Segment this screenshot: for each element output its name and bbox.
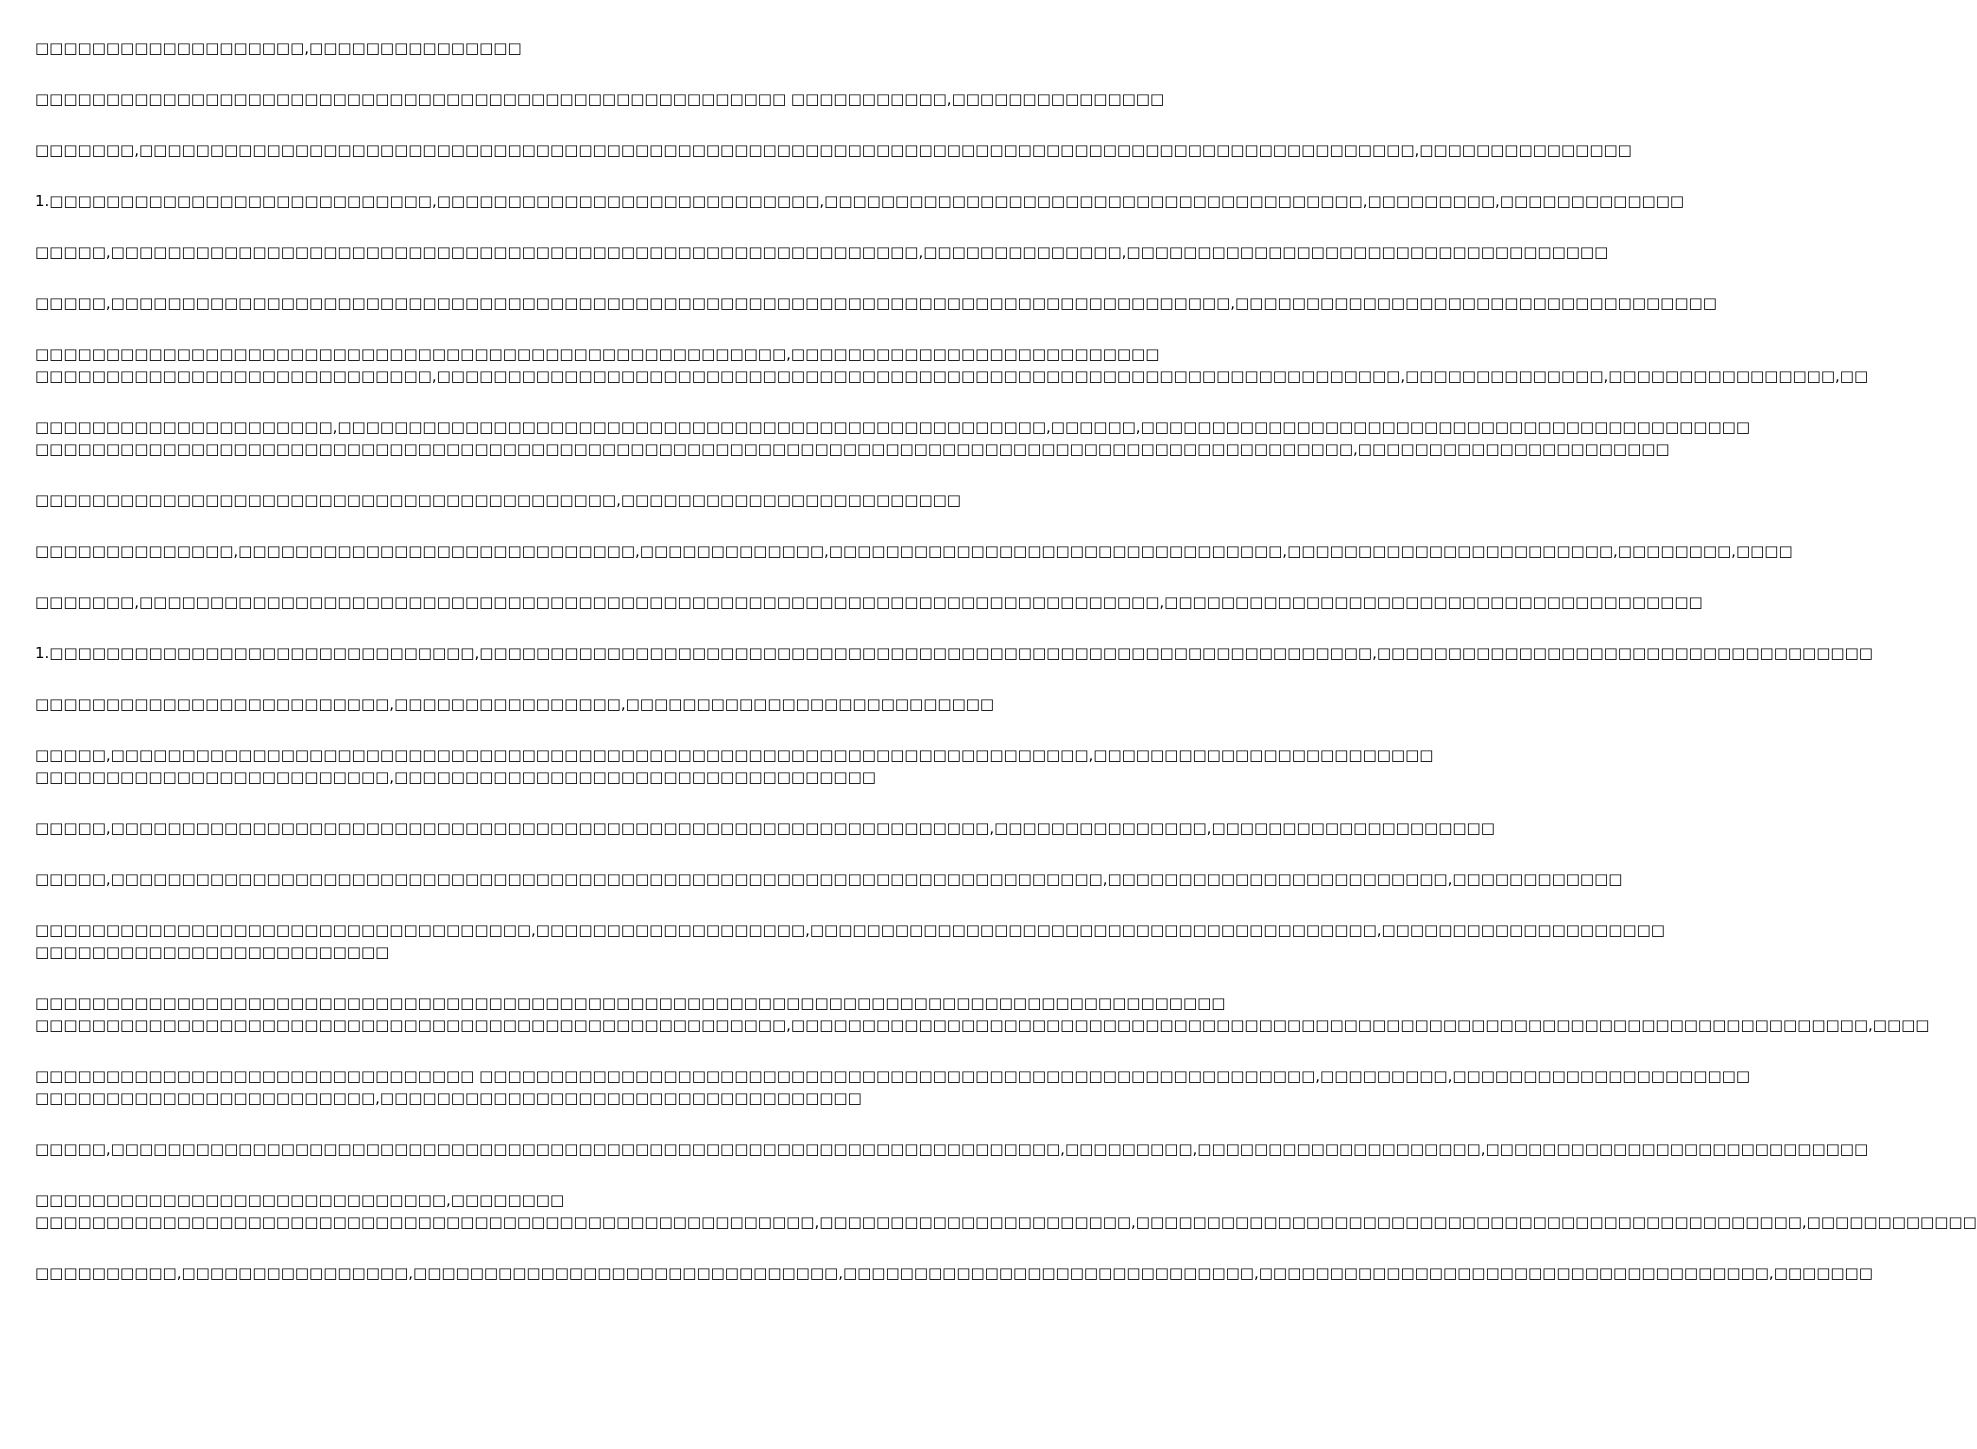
paragraph-5 — [35, 241, 1609, 263]
text-line: □□□□□□□□□□□□□□□□□□□□□□□□□□□□□□□□□□□□□□□□□□□□□□□□□□□□□□□□□□□□□□□□□□□□□□□□□□□□□□□□□□□□□□□□□□□□□,□□□□□□□□□□□□□□□□□□□□□□ — [35, 440, 1670, 458]
paragraph-13 — [35, 693, 995, 715]
text-line: □□□□□□□□□□□□□□□□□□□□□□□□□□□□□□□□□□□□□□□□□,□□□□□□□□□□□□□□□□□□□□□□□□ — [35, 491, 961, 509]
paragraph-9 — [35, 489, 990, 511]
text-line: □□□□□□□□□□□□□□□□□□□□□□□□□□□□□□□□□□□,□□□□□□□□□□□□□□□□□□□,□□□□□□□□□□□□□□□□□□□□□□□□□□□□□□□□□□□□□□□□,□□□□□□□□□□□□□□□□□□□□ — [35, 921, 1665, 939]
paragraph-4 — [35, 190, 1685, 212]
text-line: □□□□□□□□□□□□□□,□□□□□□□□□□□□□□□□□□□□□□□□□□□□,□□□□□□□□□□□□□,□□□□□□□□□□□□□□□□□□□□□□□□□□□□□□□□,□□□□□□□□□□□□□□□□□□□□□□□,□□□□□□□□,□□□□ — [35, 542, 1793, 560]
text-line: □□□□□,□□□□□□□□□□□□□□□□□□□□□□□□□□□□□□□□□□□□□□□□□□□□□□□□□□□□□□□□□□□□□□,□□□□□□□□□□□□□□□,□□□□□□□□□□□□□□□□□□□□ — [35, 819, 1495, 837]
paragraph-6 — [35, 292, 1717, 314]
text-line: □□□□□□□□□□□□□□□□□□□□□□□□□□□□□□□□□□□□□□□□□□□□□□□□□□□□□□□□□□□□□□□□□□□□□□□□□□□□□□□□□□□□ — [35, 994, 1226, 1012]
text-line: □□□□□,□□□□□□□□□□□□□□□□□□□□□□□□□□□□□□□□□□□□□□□□□□□□□□□□□□□□□□□□□□□□□□□□□□□□□,□□□□□□□□□□□□□□□□□□□□□□□□ — [35, 746, 1434, 764]
paragraph-17 — [35, 919, 1665, 963]
text-line: □□□□□□□□□□□□□□□□□□□□□□□□□,□□□□□□□□□□□□□□□□,□□□□□□□□□□□□□□□□□□□□□□□□□□ — [35, 695, 995, 713]
paragraph-7 — [35, 343, 1869, 387]
document-body — [35, 37, 1977, 1313]
text-line: 1.□□□□□□□□□□□□□□□□□□□□□□□□□□□□□□,□□□□□□□□□□□□□□□□□□□□□□□□□□□□□□□□□□□□□□□□□□□□□□□□□□□□□□□□□□□□□□□,□□□□□□□□□□□□□□□□□□□□□□□□□□□□□□□□□□□ — [35, 644, 1873, 662]
text-line: □□□□□,□□□□□□□□□□□□□□□□□□□□□□□□□□□□□□□□□□□□□□□□□□□□□□□□□□□□□□□□□□□□□□□□□□□,□□□□□□□□□,□□□□□□□□□□□□□□□□□□□□,□□□□□□□□□□□□□□□□□□□□□□□□□□□ — [35, 1140, 1869, 1158]
text-line: □□□□□□□□□□□□□□□□□□□□□□□□□□□□□□□□□□□□□□□□□□□□□□□□□□□□□,□□□□□□□□□□□□□□□□□□□□□□□□□□□□□□□□□□□□□□□□□□□□□□□□□□□□□□□□□□□□□□□□□□□□□□□□□□□□,□□□□ — [35, 1016, 1930, 1034]
text-line: □□□□□□□□□□□□□□□□□□□□□□□□□□□□,□□□□□□□□□□□□□□□□□□□□□□□□□□□□□□□□□□□□□□□□□□□□□□□□□□□□□□□□□□□□□□□□□□□□,□□□□□□□□□□□□□□,□□□□□□□□□□□□□□□□,□□ — [35, 367, 1869, 385]
paragraph-18 — [35, 992, 1930, 1036]
text-line: □□□□□,□□□□□□□□□□□□□□□□□□□□□□□□□□□□□□□□□□□□□□□□□□□□□□□□□□□□□□□□□□□□□□□□□□□□□□□□□□□□□□□,□□□□□□□□□□□□□□□□□□□□□□□□□□□□□□□□□□ — [35, 294, 1717, 312]
paragraph-11 — [35, 591, 1703, 613]
paragraph-3 — [35, 139, 1632, 161]
text-line: □□□□□,□□□□□□□□□□□□□□□□□□□□□□□□□□□□□□□□□□□□□□□□□□□□□□□□□□□□□□□□□□□□□□□□□□□□□□,□□□□□□□□□□□□□□□□□□□□□□□□,□□□□□□□□□□□□ — [35, 870, 1623, 888]
text-line: □□□□□,□□□□□□□□□□□□□□□□□□□□□□□□□□□□□□□□□□□□□□□□□□□□□□□□□□□□□□□□□,□□□□□□□□□□□□□□,□□□□□□□□□□□□□□□□□□□□□□□□□□□□□□□□□□ — [35, 243, 1609, 261]
paragraph-16 — [35, 868, 1623, 890]
text-line: 1.□□□□□□□□□□□□□□□□□□□□□□□□□□□,□□□□□□□□□□□□□□□□□□□□□□□□□□□,□□□□□□□□□□□□□□□□□□□□□□□□□□□□□□□□□□□□□□,□□□□□□□□□,□□□□□□□□□□□□□ — [35, 192, 1685, 210]
text-line: □□□□□□□□□□□□□□□□□□□□□□□□□□□□□□□□□□□□□□□□□□□□□□□□□□□□□,□□□□□□□□□□□□□□□□□□□□□□□□□□ — [35, 345, 1160, 363]
text-line: □□□□□□□□□□□□□□□□□□□□□□□□,□□□□□□□□□□□□□□□□□□□□□□□□□□□□□□□□□□ — [35, 1089, 862, 1107]
paragraph-21 — [35, 1189, 1977, 1233]
text-line: □□□□□□□,□□□□□□□□□□□□□□□□□□□□□□□□□□□□□□□□□□□□□□□□□□□□□□□□□□□□□□□□□□□□□□□□□□□□□□□□□□□□□□□□□□□□□□□□□□,□□□□□□□□□□□□□□□ — [35, 141, 1632, 159]
text-line: □□□□□□□,□□□□□□□□□□□□□□□□□□□□□□□□□□□□□□□□□□□□□□□□□□□□□□□□□□□□□□□□□□□□□□□□□□□□□□□□,□□□□□□□□□□□□□□□□□□□□□□□□□□□□□□□□□□□□□□ — [35, 593, 1703, 611]
paragraph-1 — [35, 37, 990, 59]
paragraph-19 — [35, 1065, 1750, 1109]
text-line: □□□□□□□□□□,□□□□□□□□□□□□□□□□,□□□□□□□□□□□□□□□□□□□□□□□□□□□□□□,□□□□□□□□□□□□□□□□□□□□□□□□□□□□□,□□□□□□□□□□□□□□□□□□□□□□□□□□□□□□□□□□□□,□□□□□□□ — [35, 1264, 1873, 1282]
text-line: □□□□□□□□□□□□□□□□□□□□□□□□□□□□□□□□□□□□□□□□□□□□□□□□□□□□□ □□□□□□□□□□□,□□□□□□□□□□□□□□□ — [35, 90, 1165, 108]
text-line: □□□□□□□□□□□□□□□□□□□□□□□□□□□□□□□ □□□□□□□□□□□□□□□□□□□□□□□□□□□□□□□□□□□□□□□□□□□□□□□□□□□□□□□□□□□,□□□□□□□□□,□□□□□□□□□□□□□□□□□□□□□ — [35, 1067, 1750, 1085]
text-line: □□□□□□□□□□□□□□□□□□□□□□□□□,□□□□□□□□□□□□□□□□□□□□□□□□□□□□□□□□□□ — [35, 768, 876, 786]
text-line: □□□□□□□□□□□□□□□□□□□□□□□□□ — [35, 943, 390, 961]
paragraph-15 — [35, 817, 1495, 839]
text-line: □□□□□□□□□□□□□□□□□□□□□,□□□□□□□□□□□□□□□□□□□□□□□□□□□□□□□□□□□□□□□□□□□□□□□□□□,□□□□□□,□□□□□□□□□□□□□□□□□□□□□□□□□□□□□□□□□□□□□□□□□□□ — [35, 418, 1750, 436]
paragraph-10 — [35, 540, 1793, 562]
text-line: □□□□□□□□□□□□□□□□□□□□□□□□□□□□□,□□□□□□□□ — [35, 1191, 565, 1209]
paragraph-2 — [35, 88, 1165, 110]
paragraph-12 — [35, 642, 1873, 664]
text-line: □□□□□□□□□□□□□□□□□□□,□□□□□□□□□□□□□□□ — [35, 39, 522, 57]
paragraph-8 — [35, 416, 1750, 460]
paragraph-22 — [35, 1262, 1873, 1284]
paragraph-20 — [35, 1138, 1869, 1160]
text-line: □□□□□□□□□□□□□□□□□□□□□□□□□□□□□□□□□□□□□□□□□□□□□□□□□□□□□□□,□□□□□□□□□□□□□□□□□□□□□□,□□□□□□□□□□□□□□□□□□□□□□□□□□□□□□□□□□□□□□□□□□□□□□□,□□□□□□□□□□□□ — [35, 1213, 1977, 1231]
paragraph-14 — [35, 744, 1434, 788]
